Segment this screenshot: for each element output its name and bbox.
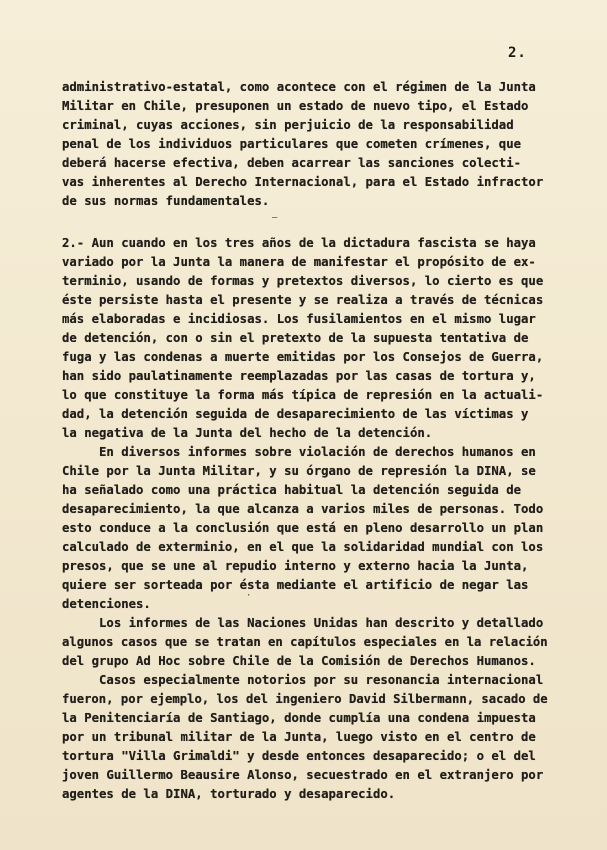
text-line: agentes de la DINA, torturado y desaparecido. xyxy=(62,787,396,801)
text-line: Chile por la Junta Militar, y su órgano de represión la DINA, se xyxy=(62,464,536,478)
text-line: han sido paulatinamente reemplazadas por las casas de tortura y, xyxy=(62,369,536,383)
text-line: administrativo-estatal, como acontece con el régimen de la Junta xyxy=(62,80,536,94)
text-line: por un tribunal militar de la Junta, luego visto en el centro de xyxy=(62,730,536,744)
text-line: criminal, cuyas acciones, sin perjuicio de la responsabilidad xyxy=(62,118,514,132)
text-line: deberá hacerse efectiva, deben acarrear las sanciones colecti- xyxy=(62,156,522,170)
text-line: Los informes de las Naciones Unidas han descrito y detallado xyxy=(62,616,544,630)
stray-mark: · xyxy=(246,591,252,601)
text-line: tortura "Villa Grimaldi" y desde entonces desaparecido; o el del xyxy=(62,749,536,763)
text-line: En diversos informes sobre violación de derechos humanos en xyxy=(62,445,536,459)
text-line: presos, que se une al repudio interno y externo hacia la Junta, xyxy=(62,559,529,573)
text-line: más elaboradas e incidiosas. Los fusilamientos en el mismo lugar xyxy=(62,312,536,326)
text-line: joven Guillermo Beausire Alonso, secuestrado en el extranjero por xyxy=(62,768,544,782)
text-line: detenciones. xyxy=(62,597,151,611)
stray-mark: – xyxy=(272,213,278,223)
text-line: Casos especialmente notorios por su resonancia internacional xyxy=(62,673,544,687)
text-line: variado por la Junta la manera de manifestar el propósito de ex- xyxy=(62,255,536,269)
text-line: vas inherentes al Derecho Internacional, para el Estado infractor xyxy=(62,175,544,189)
text-line: terminio, usando de formas y pretextos diversos, lo cierto es que xyxy=(62,274,544,288)
text-line: esto conduce a la conclusión que está en pleno desarrollo un plan xyxy=(62,521,544,535)
text-line: del grupo Ad Hoc sobre Chile de la Comisión de Derechos Humanos. xyxy=(62,654,536,668)
text-line: fueron, por ejemplo, los del ingeniero David Silbermann, sacado de xyxy=(62,692,548,706)
text-line: dad, la detención seguida de desaparecimiento de las víctimas y xyxy=(62,407,529,421)
text-line: la negativa de la Junta del hecho de la detención. xyxy=(62,426,433,440)
text-line: éste persiste hasta el presente y se realiza a través de técnicas xyxy=(62,293,544,307)
text-line: de sus normas fundamentales. xyxy=(62,194,270,208)
text-line: 2.- Aun cuando en los tres años de la dictadura fascista se haya xyxy=(62,236,536,250)
text-line: algunos casos que se tratan en capítulos especiales en la relación xyxy=(62,635,548,649)
text-line: desaparecimiento, la que alcanza a varios miles de personas. Todo xyxy=(62,502,544,516)
text-line: ha señalado como una práctica habitual la detención seguida de xyxy=(62,483,522,497)
text-line: fuga y las condenas a muerte emitidas por los Consejos de Guerra, xyxy=(62,350,544,364)
text-line: Militar en Chile, presuponen un estado de nuevo tipo, el Estado xyxy=(62,99,529,113)
text-line: quiere ser sorteada por ésta mediante el artificio de negar las xyxy=(62,578,529,592)
page-number: 2. xyxy=(508,45,527,61)
text-line: de detención, con o sin el pretexto de la supuesta tentativa de xyxy=(62,331,529,345)
text-line: lo que constituye la forma más típica de represión en la actuali- xyxy=(62,388,544,402)
text-line: calculado de exterminio, en el que la solidaridad mundial con los xyxy=(62,540,544,554)
text-line: penal de los individuos particulares que cometen crímenes, que xyxy=(62,137,522,151)
text-line: la Penitenciaría de Santiago, donde cumplía una condena impuesta xyxy=(62,711,536,725)
